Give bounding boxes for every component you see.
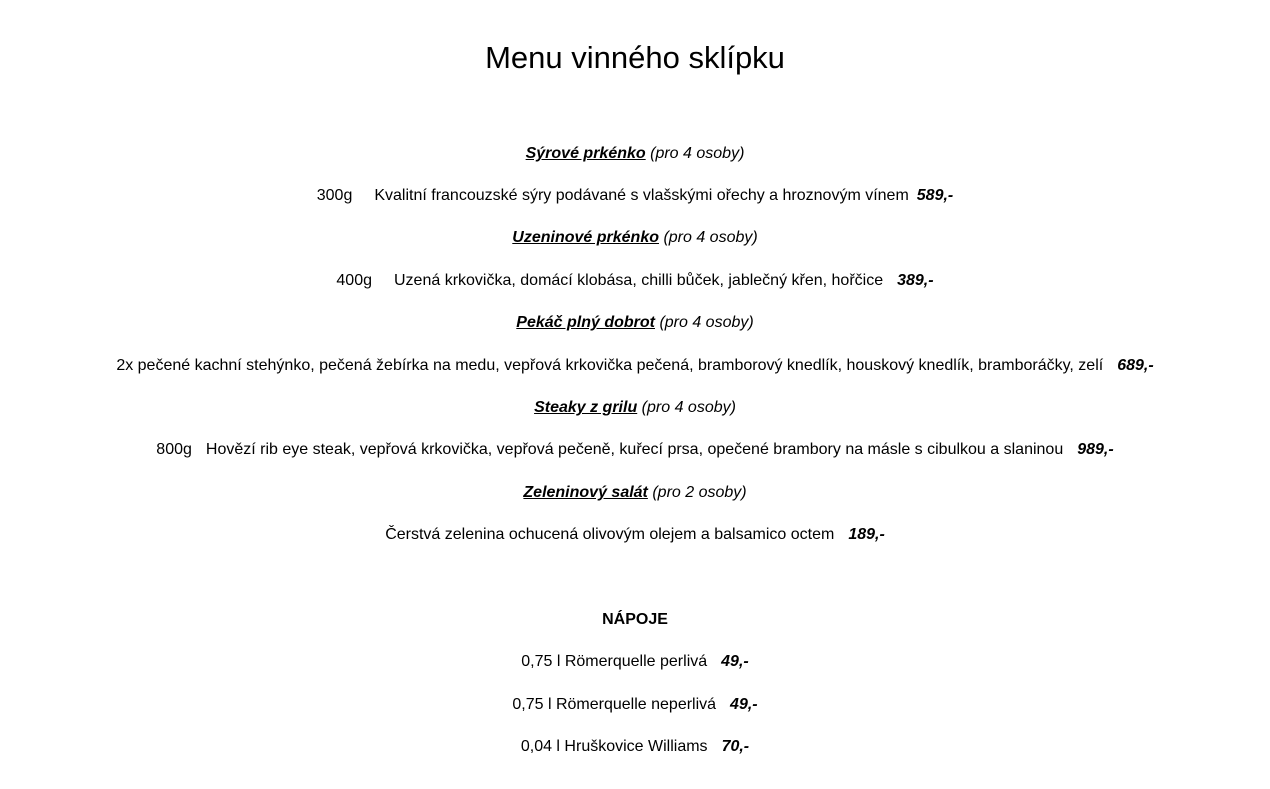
drink-price: 70,- xyxy=(721,738,750,755)
drink-price: 49,- xyxy=(730,696,758,713)
item-detail xyxy=(0,356,1270,376)
drink-item xyxy=(0,695,1270,715)
item-heading xyxy=(0,398,1270,418)
item-note: (pro 4 osoby) xyxy=(663,229,758,246)
item-price: 389,- xyxy=(897,272,934,289)
item-name: Pekáč plný dobrot xyxy=(516,314,655,331)
item-weight: 300g xyxy=(316,187,353,204)
item-price: 189,- xyxy=(848,526,885,543)
item-name: Uzeninové prkénko xyxy=(512,229,659,246)
drink-label: 0,75 l Römerquelle neperlivá xyxy=(512,696,717,713)
drink-label: 0,75 l Römerquelle perlivá xyxy=(521,653,708,670)
item-note: (pro 4 osoby) xyxy=(650,145,745,162)
item-detail xyxy=(0,525,1270,545)
drinks-heading: NÁPOJE xyxy=(602,611,668,628)
item-weight: 800g xyxy=(156,441,192,458)
item-note: (pro 4 osoby) xyxy=(659,314,754,331)
drink-item xyxy=(0,737,1270,757)
page-title: Menu vinného sklípku xyxy=(485,40,785,75)
item-detail xyxy=(0,271,1270,291)
drink-price: 49,- xyxy=(721,653,749,670)
item-description: Uzená krkovička, domácí klobása, chilli bůček, jablečný křen, hořčice xyxy=(394,272,884,289)
item-name: Zeleninový salát xyxy=(523,484,648,501)
item-price: 689,- xyxy=(1117,357,1154,374)
item-description: 2x pečené kachní stehýnko, pečená žebírka na medu, vepřová krkovička pečená, bramborový knedlík, houskový knedlík, bramboráčky, zelí xyxy=(116,357,1104,374)
item-heading xyxy=(0,313,1270,333)
item-heading xyxy=(0,144,1270,164)
item-weight: 400g xyxy=(336,272,372,289)
item-heading xyxy=(0,483,1270,503)
item-note: (pro 2 osoby) xyxy=(652,484,747,501)
item-detail xyxy=(0,186,1270,206)
item-description: Kvalitní francouzské sýry podávané s vlašskými ořechy a hroznovým vínem xyxy=(374,187,909,204)
item-detail xyxy=(0,440,1270,460)
item-price: 589,- xyxy=(916,187,954,204)
item-name: Steaky z grilu xyxy=(534,399,638,416)
item-heading xyxy=(0,228,1270,248)
drink-label: 0,04 l Hruškovice Williams xyxy=(520,738,708,755)
item-price: 989,- xyxy=(1077,441,1114,458)
item-name: Sýrové prkénko xyxy=(525,145,646,162)
item-description: Hovězí rib eye steak, vepřová krkovička, vepřová pečeně, kuřecí prsa, opečené brambory na másle s cibulkou a slaninou xyxy=(205,441,1064,458)
item-note: (pro 4 osoby) xyxy=(641,399,736,416)
drink-item xyxy=(0,652,1270,672)
item-description: Čerstvá zelenina ochucená olivovým olejem a balsamico octem xyxy=(385,526,835,543)
